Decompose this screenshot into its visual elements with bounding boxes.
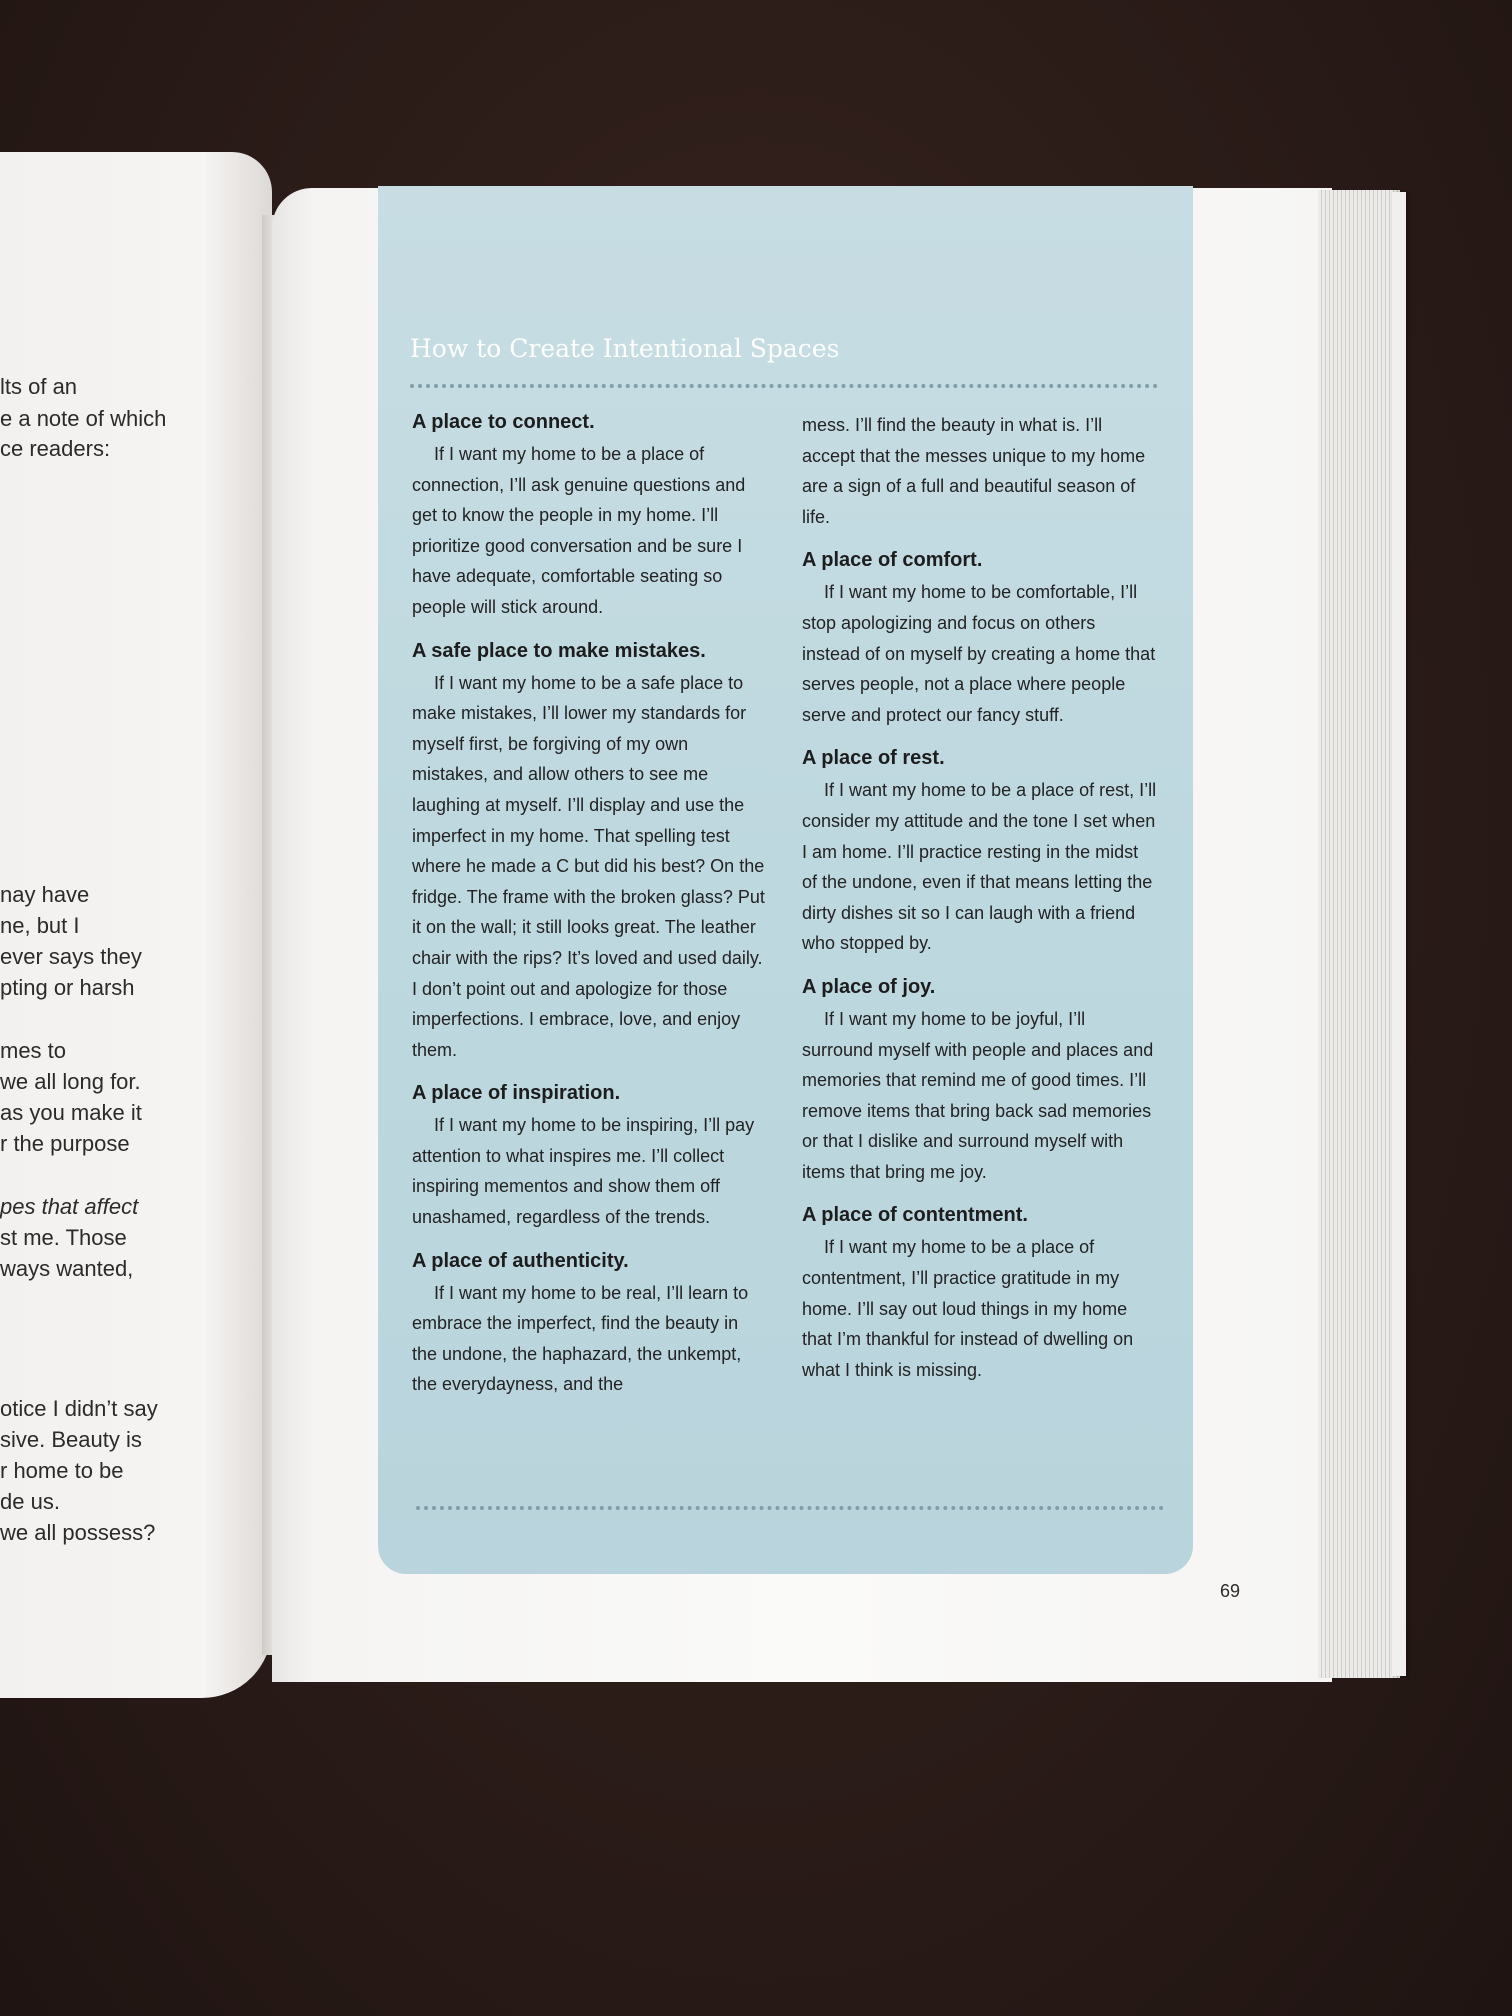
left-page-line: e a note of which <box>0 406 167 431</box>
left-page-line: sive. Beauty is <box>0 1427 142 1452</box>
left-page-line: ne, but I <box>0 913 80 938</box>
section-heading: A place of joy. <box>802 975 936 998</box>
left-page-line: r home to be <box>0 1458 124 1483</box>
book-cover-edge <box>1392 192 1406 1676</box>
sidebar-box <box>378 186 1193 1574</box>
left-page-line: de us. <box>0 1489 60 1514</box>
section-text: If I want my home to be a place of rest, I’ll consider my attitude and the tone I set when I am home. I’ll practice resting in the midst of the undone, even if that means letting the dirty dishes sit so I can laugh with a friend who stopped by. <box>802 780 1157 954</box>
box-column-right <box>802 410 1158 1401</box>
left-page-line: lts of an <box>0 374 78 399</box>
left-page-line: ever says they <box>0 944 142 969</box>
left-page-line: pes that affect <box>0 1194 139 1219</box>
section-text: If I want my home to be a place of connection, I’ll ask genuine questions and get to know the people in my home. I’ll prioritize good conversation and be sure I have adequate, comfortable seating so people will stick around. <box>412 444 746 617</box>
left-page <box>0 152 272 1698</box>
section-text: If I want my home to be a place of contentment, I’ll practice gratitude in my home. I’ll say out loud things in my home that I’m thankful for instead of dwelling on what I think is missing. <box>802 1237 1134 1380</box>
section-text-continued: mess. I’ll find the beauty in what is. I’ll accept that the messes unique to my home are a sign of a full and beautiful season of life. <box>802 415 1146 527</box>
section-text: If I want my home to be a safe place to make mistakes, I’ll lower my standards for myself first, be forgiving of my own mistakes, and allow others to see me laughing at myself. I’ll display and use the imperfect in my home. That spelling test where he made a C but did his best? On the fridge. The frame with the broken glass? Put it on the wall; it still looks great. The leather chair with the rips? It’s loved and used daily. I don’t point out and apologize for those imperfections. I embrace, love, and enjoy them. <box>412 672 765 1060</box>
section-text: If I want my home to be comfortable, I’ll stop apologizing and focus on others instead of on myself by creating a home that serves people, not a place where people serve and protect our fancy stuff. <box>802 582 1156 725</box>
left-page-line: we all long for. <box>0 1069 141 1094</box>
page-edges <box>1318 190 1400 1678</box>
section-heading: A place of rest. <box>802 747 945 770</box>
section-text: If I want my home to be joyful, I’ll surround myself with people and places and memories that remind me of good times. I’ll remove items that bring back sad memories or that I dislike and surround myself with items that bring me joy. <box>802 1008 1154 1182</box>
left-page-line: ce readers: <box>0 436 111 461</box>
section-heading: A place of contentment. <box>802 1204 1028 1227</box>
left-page-line: we all possess? <box>0 1520 156 1545</box>
left-page-line: as you make it <box>0 1100 142 1125</box>
box-column-left <box>412 410 768 1416</box>
left-page-line: pting or harsh <box>0 975 135 1000</box>
left-page-line: mes to <box>0 1038 67 1063</box>
section-heading: A place to connect. <box>412 411 595 433</box>
left-page-line: nay have <box>0 882 90 907</box>
page-number: 69 <box>1220 1581 1241 1601</box>
section-heading: A place of authenticity. <box>412 1249 629 1272</box>
left-page-line: r the purpose <box>0 1131 130 1156</box>
left-page-line: otice I didn’t say <box>0 1396 158 1421</box>
section-heading: A safe place to make mistakes. <box>412 639 706 662</box>
section-heading: A place of inspiration. <box>412 1082 621 1105</box>
box-title: How to Create Intentional Spaces <box>410 334 840 363</box>
dotted-rule-top <box>410 384 1158 388</box>
section-text: If I want my home to be inspiring, I’ll pay attention to what inspires me. I’ll collect inspiring mementos and show them off unashamed, regardless of the trends. <box>412 1115 755 1228</box>
section-text: If I want my home to be real, I’ll learn to embrace the imperfect, find the beauty in the undone, the haphazard, the unkempt, the everydayness, and the <box>412 1282 749 1395</box>
left-page-line: st me. Those <box>0 1225 127 1250</box>
dotted-rule-bottom <box>416 1506 1164 1510</box>
section-heading: A place of comfort. <box>802 549 983 572</box>
left-page-line: ways wanted, <box>0 1256 134 1281</box>
